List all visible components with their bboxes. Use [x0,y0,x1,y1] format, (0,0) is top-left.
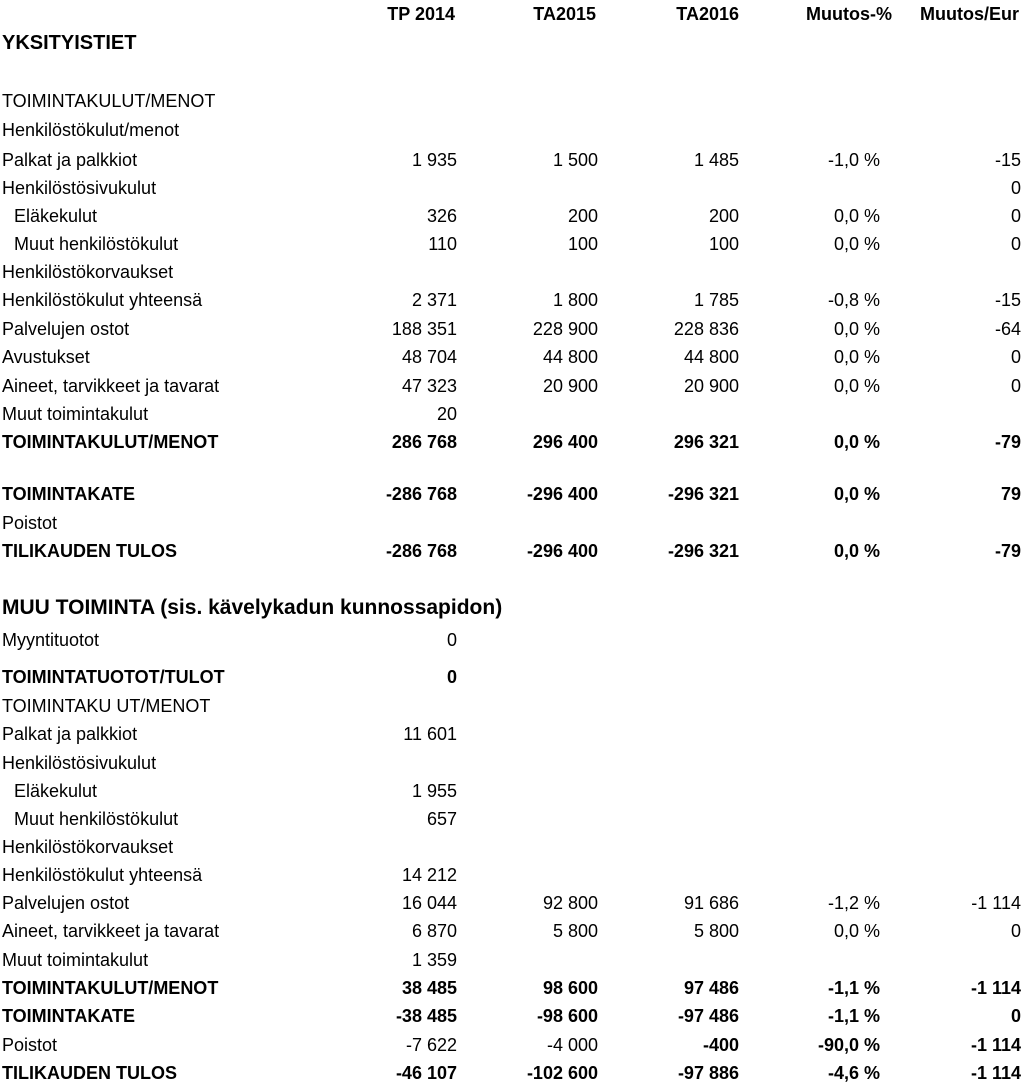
cell-ta2015: 100 [567,234,598,254]
cell-tp2014: 0 [446,630,457,650]
cell-muutos-eur: 0 [1010,206,1021,226]
row-label: Muut henkilöstökulut [14,809,179,829]
cell-muutos-pct: -4,6 % [827,1063,880,1083]
cell-muutos-pct: 0,0 % [833,432,880,452]
row-label: TILIKAUDEN TULOS [2,1063,177,1083]
row-label: Henkilöstökorvaukset [2,837,174,857]
cell-ta2015: -102 600 [526,1063,598,1083]
table-row [0,481,1024,507]
row-label: Palvelujen ostot [2,893,130,913]
cell-ta2016: 20 900 [683,376,739,396]
row-label: Muut toimintakulut [2,950,149,970]
row-label: Eläkekulut [14,781,98,801]
row-label: Muut henkilöstökulut [14,234,179,254]
table-row [0,721,1024,747]
cell-tp2014: 188 351 [391,319,457,339]
column-header-ta2015: TA2015 [533,4,596,24]
cell-muutos-eur: -1 114 [970,978,1021,998]
cell-ta2015: -4 000 [546,1035,598,1055]
table-row [0,147,1024,173]
row-label: Palkat ja palkkiot [2,150,138,170]
table-row [0,664,1024,690]
cell-tp2014: 20 [436,404,457,424]
row-label: Henkilöstökulut/menot [2,120,180,140]
row-label: Myyntituotot [2,630,100,650]
table-row [0,259,1024,285]
table-row [0,750,1024,776]
cell-muutos-pct: 0,0 % [833,376,880,396]
cell-muutos-pct: -1,0 % [827,150,880,170]
table-row [0,401,1024,427]
row-label: Eläkekulut [14,206,98,226]
cell-ta2015: 228 900 [532,319,598,339]
cell-tp2014: 1 935 [411,150,457,170]
table-row [0,287,1024,313]
row-label: TOIMINTATUOTOT/TULOT [2,667,225,687]
cell-muutos-eur: -64 [994,319,1021,339]
cell-tp2014: -46 107 [395,1063,457,1083]
table-row [0,693,1024,719]
cell-tp2014: 38 485 [401,978,457,998]
table-row [0,595,1024,621]
cell-tp2014: 1 955 [411,781,457,801]
table-row [0,88,1024,114]
column-header-muutos-eur: Muutos/Eur [920,4,1019,24]
cell-tp2014: 657 [426,809,457,829]
cell-tp2014: 48 704 [401,347,457,367]
cell-tp2014: 110 [428,234,457,254]
row-label: TOIMINTAKULUT/MENOT [2,978,219,998]
table-row [0,316,1024,342]
cell-muutos-eur: -15 [994,150,1021,170]
cell-muutos-eur: -1 114 [970,1063,1021,1083]
table-row [0,373,1024,399]
cell-ta2016: 296 321 [673,432,739,452]
row-label: Henkilöstösivukulut [2,753,157,773]
table-header [0,0,1024,60]
row-label: TOIMINTAKULUT/MENOT [2,432,219,452]
cell-ta2016: 44 800 [683,347,739,367]
row-label: Avustukset [2,347,90,367]
row-label: TILIKAUDEN TULOS [2,541,177,561]
column-header-tp2014: TP 2014 [387,4,455,24]
table-row [0,1032,1024,1058]
cell-tp2014: 286 768 [391,432,457,452]
cell-ta2015: -98 600 [536,1006,598,1026]
row-label: Muut toimintakulut [2,404,149,424]
cell-muutos-pct: 0,0 % [833,921,880,941]
cell-muutos-pct: -90,0 % [817,1035,880,1055]
row-label: Henkilöstökulut yhteensä [2,865,203,885]
table-row [0,627,1024,653]
cell-ta2015: -296 400 [526,484,598,504]
cell-muutos-pct: -1,2 % [827,893,880,913]
cell-muutos-pct: 0,0 % [833,541,880,561]
cell-ta2015: 5 800 [552,921,598,941]
cell-ta2016: 5 800 [693,921,739,941]
table-row [0,344,1024,370]
cell-muutos-eur: 0 [1010,234,1021,254]
cell-ta2015: 44 800 [542,347,598,367]
table-row [0,890,1024,916]
cell-tp2014: -286 768 [385,484,457,504]
row-label: Poistot [2,1035,58,1055]
cell-ta2016: 91 686 [683,893,739,913]
table-row [0,806,1024,832]
cell-muutos-pct: 0,0 % [833,234,880,254]
row-label: Palvelujen ostot [2,319,130,339]
section-title: YKSITYISTIET [2,32,137,54]
cell-ta2016: -97 886 [677,1063,739,1083]
row-label: Henkilöstökulut yhteensä [2,290,203,310]
cell-tp2014: 0 [446,667,457,687]
cell-tp2014: -38 485 [395,1006,457,1026]
cell-muutos-eur: 79 [1000,484,1021,504]
row-label: Poistot [2,513,58,533]
cell-ta2016: 1 785 [693,290,739,310]
cell-muutos-eur: -79 [994,432,1021,452]
table-row [0,429,1024,455]
cell-tp2014: 326 [426,206,457,226]
cell-ta2016: 97 486 [683,978,739,998]
cell-tp2014: 6 870 [411,921,457,941]
table-row [0,117,1024,143]
table-row [0,231,1024,257]
table-row [0,918,1024,944]
cell-ta2016: 228 836 [673,319,739,339]
cell-tp2014: 16 044 [401,893,457,913]
cell-muutos-eur: 0 [1010,347,1021,367]
cell-ta2015: 1 500 [552,150,598,170]
cell-ta2016: -97 486 [677,1006,739,1026]
table-row [0,834,1024,860]
row-label: MUU TOIMINTA (sis. kävelykadun kunnossapidon) [2,596,503,619]
table-row [0,510,1024,536]
row-label: TOIMINTAKULUT/MENOT [2,91,216,111]
table-row [0,203,1024,229]
cell-muutos-eur: -15 [994,290,1021,310]
column-header-ta2016: TA2016 [676,4,739,24]
row-label: Henkilöstökorvaukset [2,262,174,282]
cell-muutos-pct: -1,1 % [827,978,880,998]
cell-muutos-pct: -0,8 % [827,290,880,310]
cell-ta2015: 20 900 [542,376,598,396]
table-row [0,175,1024,201]
cell-muutos-pct: 0,0 % [833,206,880,226]
table-row [0,1060,1024,1086]
table-row [0,538,1024,564]
cell-ta2015: -296 400 [526,541,598,561]
cell-ta2015: 296 400 [532,432,598,452]
table-row [0,778,1024,804]
cell-muutos-eur: 0 [1010,1006,1021,1026]
row-label: TOIMINTAKATE [2,1006,135,1026]
cell-muutos-eur: 0 [1010,376,1021,396]
cell-ta2016: 100 [708,234,739,254]
cell-muutos-eur: -79 [994,541,1021,561]
cell-muutos-eur: -1 114 [970,1035,1021,1055]
row-label: Aineet, tarvikkeet ja tavarat [2,921,220,941]
column-header-muutos-pct: Muutos-% [806,4,892,24]
row-label: TOIMINTAKATE [2,484,135,504]
table-row [0,1003,1024,1029]
cell-ta2016: -296 321 [667,541,739,561]
cell-tp2014: 2 371 [411,290,457,310]
cell-muutos-pct: 0,0 % [833,347,880,367]
cell-ta2016: -400 [702,1035,739,1055]
cell-tp2014: 14 212 [401,865,457,885]
cell-tp2014: -7 622 [405,1035,457,1055]
cell-muutos-pct: -1,1 % [827,1006,880,1026]
row-label: TOIMINTAKU UT/MENOT [2,696,211,716]
cell-tp2014: 47 323 [401,376,457,396]
cell-ta2016: -296 321 [667,484,739,504]
cell-ta2015: 1 800 [552,290,598,310]
cell-tp2014: 1 359 [411,950,457,970]
cell-tp2014: 11 601 [403,724,457,744]
row-label: Aineet, tarvikkeet ja tavarat [2,376,220,396]
cell-muutos-eur: 0 [1010,921,1021,941]
cell-ta2016: 1 485 [693,150,739,170]
cell-muutos-eur: -1 114 [971,893,1021,913]
row-label: Henkilöstösivukulut [2,178,157,198]
row-label: Palkat ja palkkiot [2,724,138,744]
table-row [0,975,1024,1001]
cell-ta2015: 200 [567,206,598,226]
cell-muutos-eur: 0 [1010,178,1021,198]
cell-ta2015: 92 800 [542,893,598,913]
cell-ta2015: 98 600 [542,978,598,998]
cell-muutos-pct: 0,0 % [833,484,880,504]
cell-ta2016: 200 [708,206,739,226]
cell-muutos-pct: 0,0 % [833,319,880,339]
cell-tp2014: -286 768 [385,541,457,561]
table-row [0,947,1024,973]
table-row [0,862,1024,888]
